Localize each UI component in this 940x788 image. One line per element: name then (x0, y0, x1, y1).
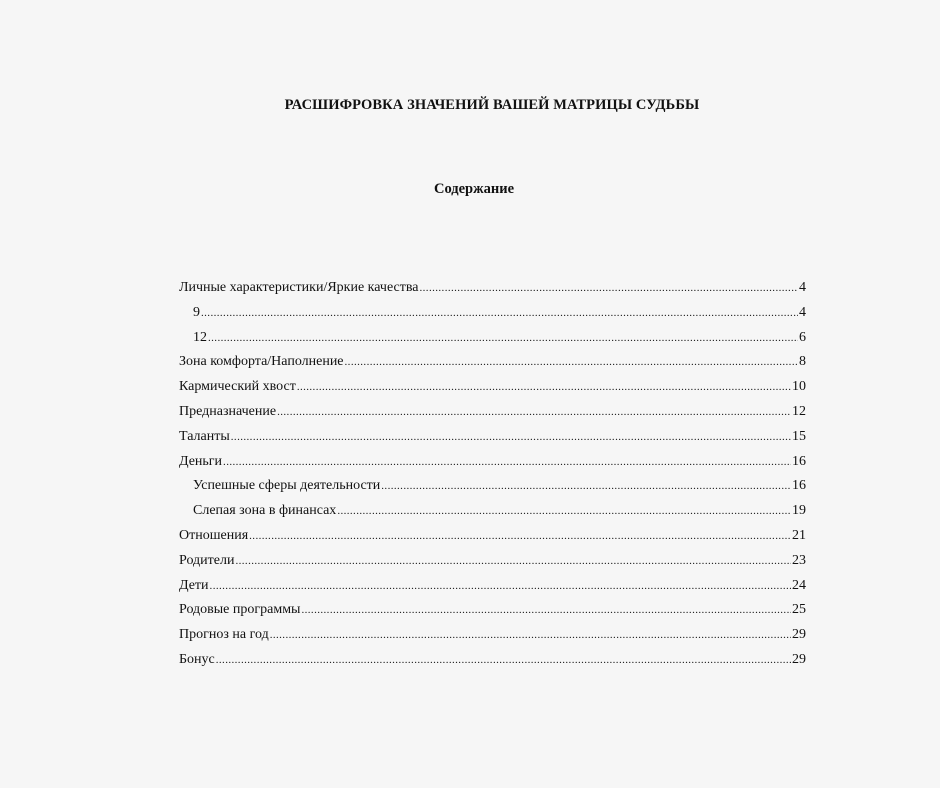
toc-entry-label: Родовые программы (179, 602, 301, 618)
toc-leader-dots (231, 427, 791, 447)
toc-entry-label: Бонус (179, 651, 215, 667)
toc-entry-page: 29 (792, 627, 806, 643)
toc-entry-page: 23 (792, 552, 806, 568)
toc-entry[interactable] (179, 625, 806, 650)
toc-entry-page: 16 (792, 478, 806, 494)
toc-entry-page: 12 (792, 403, 806, 419)
toc-entry-page: 29 (792, 651, 806, 667)
toc-leader-dots (216, 650, 791, 670)
toc-leader-dots (297, 377, 791, 397)
toc-entry[interactable] (179, 476, 806, 501)
toc-entry-label: Прогноз на год (179, 627, 269, 643)
toc-entry[interactable] (179, 377, 806, 402)
toc-entry[interactable] (179, 526, 806, 551)
toc-entry-page: 21 (792, 527, 806, 543)
toc-entry-page: 10 (792, 379, 806, 395)
toc-entry-page: 24 (792, 577, 806, 593)
toc-entry-page: 4 (799, 304, 806, 320)
toc-entry[interactable] (179, 427, 806, 452)
toc-entry[interactable] (179, 600, 806, 625)
toc-leader-dots (223, 452, 791, 472)
toc-entry[interactable] (179, 352, 806, 377)
toc-entry[interactable] (179, 452, 806, 477)
toc-entry[interactable] (179, 551, 806, 576)
toc-entry-label: Успешные сферы деятельности (193, 478, 381, 494)
toc-entry[interactable] (179, 328, 806, 353)
toc-leader-dots (301, 600, 791, 620)
toc-leader-dots (277, 402, 791, 422)
toc-leader-dots (337, 501, 791, 521)
toc-entry-label: Таланты (179, 428, 230, 444)
table-of-contents (179, 278, 806, 675)
toc-entry-label: Деньги (179, 453, 223, 469)
toc-entry-label: Дети (179, 577, 209, 593)
document-title: РАСШИФРОВКА ЗНАЧЕНИЙ ВАШЕЙ МАТРИЦЫ СУДЬБЫ (284, 97, 700, 113)
toc-leader-dots (381, 476, 791, 496)
toc-entry-page: 8 (799, 354, 806, 370)
toc-entry-label: Зона комфорта/Наполнение (179, 354, 344, 370)
toc-entry-page: 19 (792, 503, 806, 519)
toc-entry[interactable] (179, 501, 806, 526)
toc-entry-label: 9 (193, 304, 200, 320)
toc-entry-label: Слепая зона в финансах (193, 503, 337, 519)
toc-entry-page: 16 (792, 453, 806, 469)
toc-entry[interactable] (179, 278, 806, 303)
toc-entry-page: 6 (799, 329, 806, 345)
toc-entry-label: 12 (193, 329, 207, 345)
toc-entry[interactable] (179, 303, 806, 328)
toc-leader-dots (235, 551, 791, 571)
toc-entry-label: Предназначение (179, 403, 277, 419)
toc-entry-label: Кармический хвост (179, 379, 296, 395)
toc-leader-dots (210, 576, 791, 596)
toc-leader-dots (270, 625, 791, 645)
toc-leader-dots (345, 352, 798, 372)
toc-entry-page: 25 (792, 602, 806, 618)
toc-leader-dots (249, 526, 791, 546)
toc-entry[interactable] (179, 402, 806, 427)
toc-entry-page: 4 (799, 280, 806, 295)
toc-heading: Содержание (433, 181, 515, 197)
toc-entry-label: Отношения (179, 527, 249, 543)
toc-leader-dots (208, 328, 798, 348)
toc-entry[interactable] (179, 650, 806, 675)
toc-entry-label: Личные характеристики/Яркие качества (179, 280, 419, 295)
toc-entry[interactable] (179, 576, 806, 601)
toc-entry-page: 15 (792, 428, 806, 444)
toc-entry-label: Родители (179, 552, 235, 568)
toc-leader-dots (201, 303, 798, 323)
toc-leader-dots (420, 278, 799, 298)
